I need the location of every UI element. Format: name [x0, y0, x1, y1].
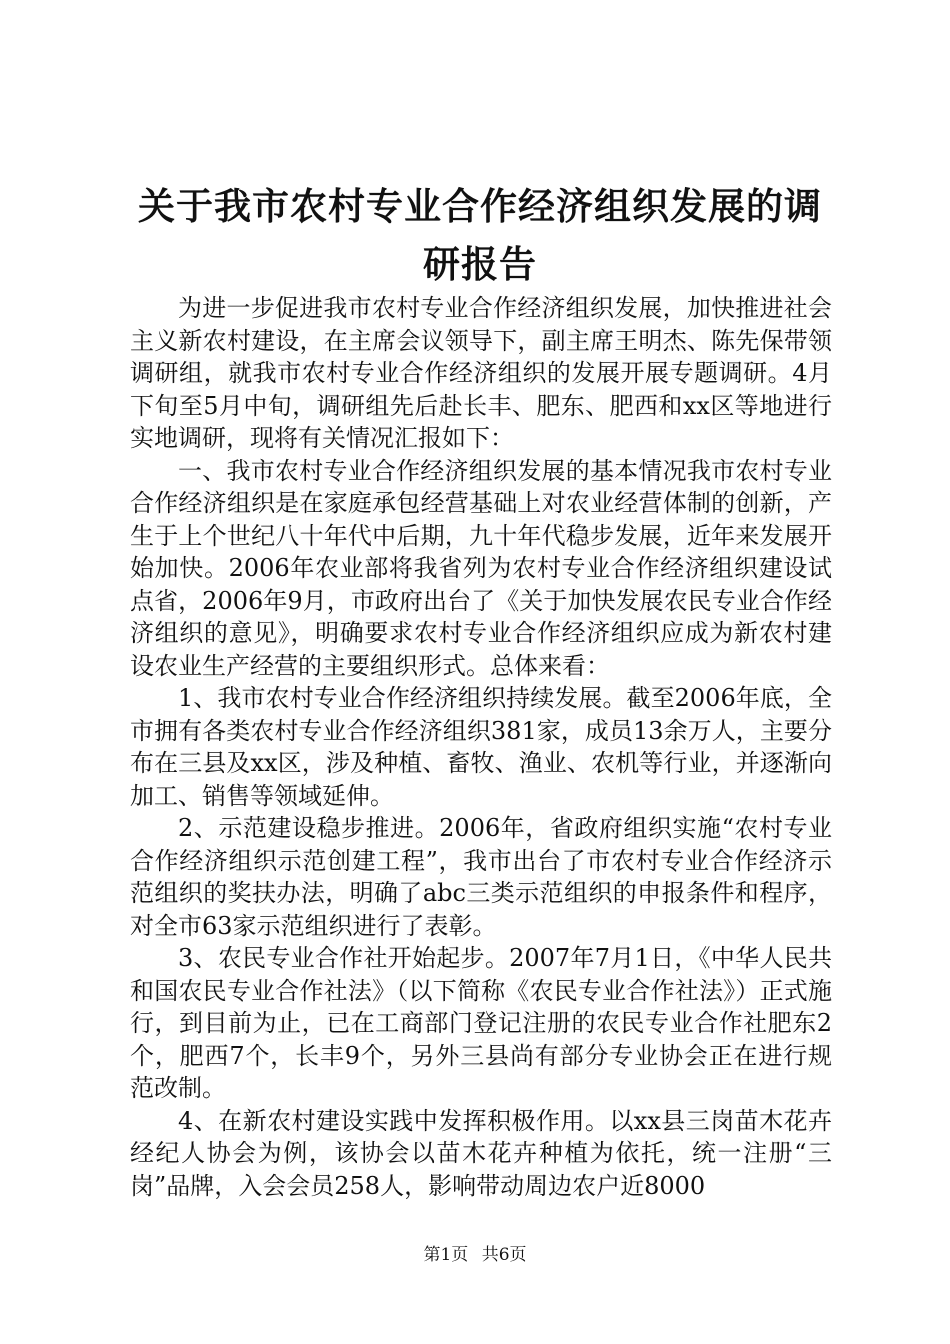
page-number: 第1页: [423, 1245, 469, 1265]
document-body: [130, 292, 832, 1202]
paragraph-item-2: 2、示范建设稳步推进。2006年，省政府组织实施“农村专业合作经济组织示范创建工程”，我市出台了市农村专业合作经济示范组织的奖扶办法，明确了abc三类示范组织的申报条件和程序，对全市63家示范组织进行了表彰。: [130, 814, 832, 940]
page-total: 共6页: [481, 1245, 527, 1265]
paragraph-item-1: 1、我市农村专业合作经济组织持续发展。截至2006年底，全市拥有各类农村专业合作经济组织381家，成员13余万人，主要分布在三县及xx区，涉及种植、畜牧、渔业、农机等行业，并逐渐向加工、销售等领域延伸。: [130, 684, 832, 810]
paragraph-item-3: 3、农民专业合作社开始起步。2007年7月1日，《中华人民共和国农民专业合作社法》（以下简称《农民专业合作社法》）正式施行，到目前为止，已在工商部门登记注册的农民专业合作社肥东2个，肥西7个，长丰9个，另外三县尚有部分专业协会正在进行规范改制。: [130, 944, 832, 1102]
paragraph-item-4: 4、在新农村建设实践中发挥积极作用。以xx县三岗苗木花卉经纪人协会为例，该协会以苗木花卉种植为依托，统一注册“三岗”品牌，入会会员258人，影响带动周边农户近8000: [130, 1106, 832, 1200]
page-footer: [0, 1243, 950, 1267]
document-title: 关于我市农村专业合作经济组织发展的调研报告: [138, 185, 822, 286]
paragraph-section-1: 一、我市农村专业合作经济组织发展的基本情况我市农村专业合作经济组织是在家庭承包经营基础上对农业经营体制的创新，产生于上个世纪八十年代中后期，九十年代稳步发展，近年来发展开始加快。2006年农业部将我省列为农村专业合作经济组织建设试点省，2006年9月，市政府出台了《关于加快发展农民专业合作经济组织的意见》，明确要求农村专业合作经济组织应成为新农村建设农业生产经营的主要组织形式。总体来看：: [130, 456, 832, 680]
paragraph-intro: 为进一步促进我市农村专业合作经济组织发展，加快推进社会主义新农村建设，在主席会议领导下，副主席王明杰、陈先保带领调研组，就我市农村专业合作经济组织的发展开展专题调研。4月下旬至5月中旬，调研组先后赴长丰、肥东、肥西和xx区等地进行实地调研，现将有关情况汇报如下：: [130, 294, 832, 452]
